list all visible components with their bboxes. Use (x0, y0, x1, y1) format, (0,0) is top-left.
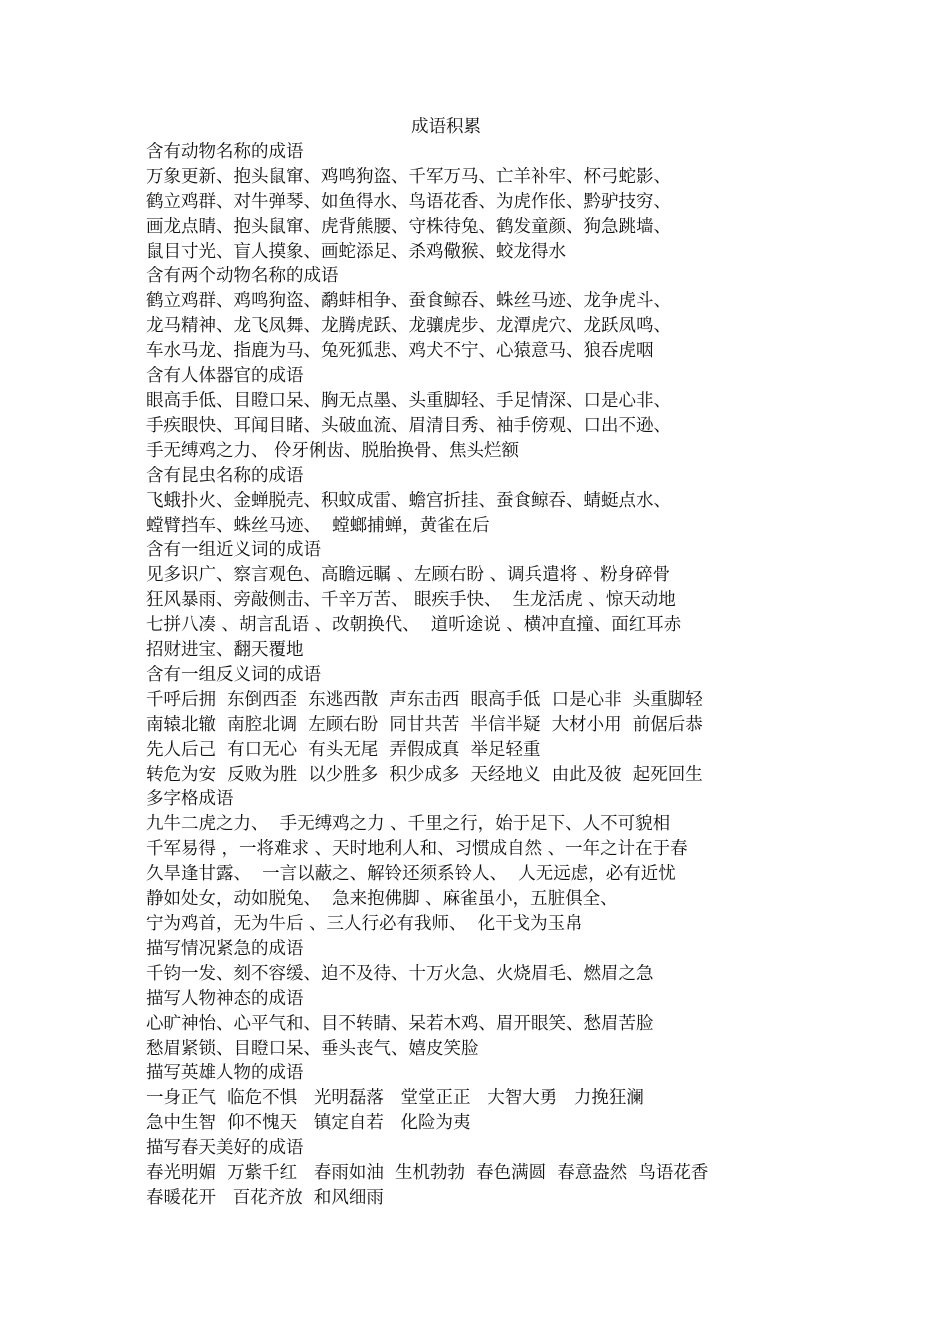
idiom-line: 鼠目寸光、盲人摸象、画蛇添足、杀鸡儆猴、蛟龙得水 (146, 241, 566, 262)
idiom-line: 心旷神怡、心平气和、目不转睛、呆若木鸡、眉开眼笑、愁眉苦脸 (146, 1013, 654, 1034)
idiom-line: 千军易得 ，一将难求 、天时地利人和、习惯成自然 、一年之计在于春 (146, 839, 688, 860)
idiom-line: 春暖花开 百花齐放 和风细雨 (146, 1187, 384, 1208)
idiom-line: 愁眉紧锁、目瞪口呆、垂头丧气、嬉皮笑脸 (146, 1038, 479, 1059)
section-heading: 含有昆虫名称的成语 (146, 465, 304, 486)
idiom-line: 见多识广、察言观色、高瞻远瞩 、左顾右盼 、调兵遣将 、粉身碎骨 (146, 565, 671, 586)
section-facial-expression (146, 987, 766, 1062)
idiom-line: 转危为安 反败为胜 以少胜多 积少成多 天经地义 由此及彼 起死回生 (146, 764, 703, 785)
section-synonyms (146, 538, 766, 663)
idiom-line: 飞蛾扑火、金蝉脱壳、积蚊成雷、蟾宫折挂、蚕食鲸吞、蜻蜓点水、 (146, 490, 671, 511)
section-spring (146, 1136, 766, 1211)
idiom-line: 画龙点睛、抱头鼠窜、虎背熊腰、守株待兔、鹤发童颜、狗急跳墙、 (146, 216, 671, 237)
section-heading: 含有动物名称的成语 (146, 141, 304, 162)
section-insect-names (146, 464, 766, 539)
idiom-line: 千呼后拥 东倒西歪 东逃西散 声东击西 眼高手低 口是心非 头重脚轻 (146, 689, 703, 710)
section-heading: 描写人物神态的成语 (146, 988, 304, 1009)
section-heading: 含有一组反义词的成语 (146, 664, 321, 685)
section-heroes (146, 1061, 766, 1136)
idiom-line: 螳臂挡车、蛛丝马迹、 螳螂捕蝉，黄雀在后 (146, 515, 490, 536)
idiom-line: 一身正气 临危不惧 光明磊落 堂堂正正 大智大勇 力挽狂澜 (146, 1088, 644, 1109)
idiom-line: 手疾眼快、耳闻目睹、头破血流、眉清目秀、袖手傍观、口出不逊、 (146, 415, 671, 436)
idiom-line: 久旱逢甘露、 一言以蔽之、解铃还须系铃人、 人无远虑，必有近忧 (146, 864, 676, 885)
section-heading: 含有一组近义词的成语 (146, 540, 321, 561)
idiom-line: 南辕北辙 南腔北调 左顾右盼 同甘共苦 半信半疑 大材小用 前倨后恭 (146, 714, 703, 735)
idiom-line: 龙马精神、龙飞凤舞、龙腾虎跃、龙骧虎步、龙潭虎穴、龙跃凤鸣、 (146, 316, 671, 337)
idiom-line: 眼高手低、目瞪口呆、胸无点墨、头重脚轻、手足情深、口是心非、 (146, 390, 671, 411)
idiom-line: 春光明媚 万紫千红 春雨如油 生机勃勃 春色满圆 春意盎然 鸟语花香 (146, 1163, 709, 1184)
section-animal-names (146, 140, 766, 265)
section-body-organs (146, 364, 766, 464)
idiom-line: 千钧一发、刻不容缓、迫不及待、十万火急、火烧眉毛、燃眉之急 (146, 963, 654, 984)
section-heading: 描写英雄人物的成语 (146, 1063, 304, 1084)
section-two-animal-names (146, 264, 766, 364)
idiom-line: 宁为鸡首，无为牛后 、三人行必有我师、 化干戈为玉帛 (146, 914, 583, 934)
idiom-line: 鹤立鸡群、鸡鸣狗盗、鹬蚌相争、蚕食鲸吞、蛛丝马迹、龙争虎斗、 (146, 291, 671, 312)
idiom-line: 静如处女，动如脱兔、 急来抱佛脚 、麻雀虽小，五脏俱全、 (146, 889, 618, 910)
section-multi-character (146, 787, 766, 936)
document-body (146, 115, 766, 1211)
section-heading: 含有人体器官的成语 (146, 366, 304, 387)
idiom-line: 车水马龙、指鹿为马、兔死狐悲、鸡犬不宁、心猿意马、狼吞虎咽 (146, 341, 654, 362)
section-heading: 描写情况紧急的成语 (146, 938, 304, 959)
section-antonyms (146, 663, 766, 788)
idiom-line: 七拼八凑 、胡言乱语 、改朝换代、 道听途说 、横冲直撞、面红耳赤 (146, 615, 682, 636)
section-heading: 含有两个动物名称的成语 (146, 266, 339, 287)
idiom-line: 招财进宝、翻天覆地 (146, 640, 304, 661)
idiom-line: 狂风暴雨、旁敲侧击、千辛万苦、 眼疾手快、 生龙活虎 、惊天动地 (146, 590, 676, 611)
idiom-line: 手无缚鸡之力、 伶牙俐齿、脱胎换骨、焦头烂额 (146, 440, 520, 461)
document-title: 成语积累 (411, 117, 481, 137)
idiom-line: 鹤立鸡群、对牛弹琴、如鱼得水、鸟语花香、为虎作伥、黔驴技穷、 (146, 191, 671, 212)
section-urgent-situation (146, 937, 766, 987)
idiom-line: 急中生智 仰不愧天 镇定自若 化险为夷 (146, 1113, 471, 1134)
idiom-line: 九牛二虎之力、 手无缚鸡之力 、千里之行，始于足下、人不可貌相 (146, 814, 671, 835)
idiom-line: 万象更新、抱头鼠窜、鸡鸣狗盗、千军万马、亡羊补牢、杯弓蛇影、 (146, 166, 671, 187)
section-heading: 描写春天美好的成语 (146, 1138, 304, 1159)
section-heading: 多字格成语 (146, 789, 234, 810)
idiom-line: 先人后己 有口无心 有头无尾 弄假成真 举足轻重 (146, 739, 541, 760)
